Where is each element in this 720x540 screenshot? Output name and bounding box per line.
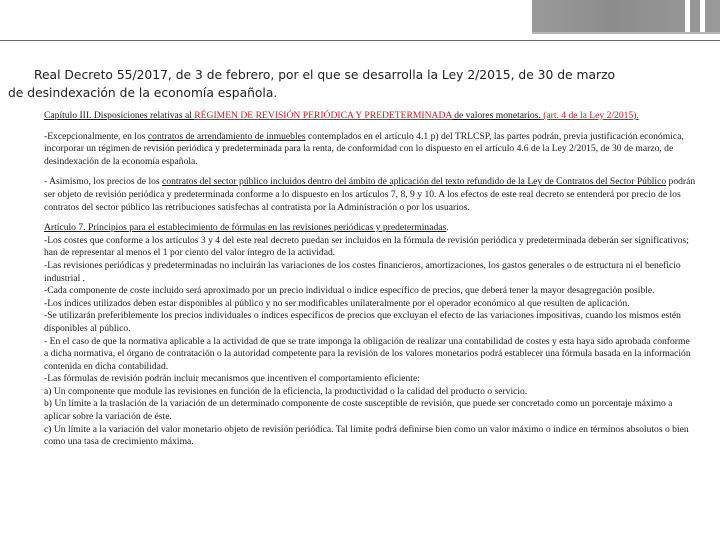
article-7-subitem-b: b) Un límite a la traslación de la variación de un determinado componente de coste susceptible de revisión, que puede ser concretado como un porcentaje máximo a aplicar sobre la variación de éste. [44, 398, 673, 423]
slide-title-line-1: Real Decreto 55/2017, de 3 de febrero, por el que se desarrolla la Ley 2/2015, de 30 de marzo [34, 68, 616, 82]
article-7-item: -Cada componente de coste incluido será aproximado por un precio individual o índice específico de precios, que deberá tener la mayor desagregación posible. [44, 285, 655, 297]
article-7-subitem-a: a) Un componente que module las revisiones en función de la eficiencia, la productividad o la calidad del producto o servicio. [44, 385, 528, 397]
chapter-regime-highlight: RÉGIMEN DE REVISIÓN PERIÓDICA Y PREDETERMINADA [194, 110, 452, 121]
slide-top-bar [0, 0, 720, 50]
paragraph-text: podrán ser objeto de revisión periódica y predeterminada conforme a lo dispuesto en los artículos 7, 8, 9 y 10. A los efectos de este real decreto se entenderá por precio de los contratos del sector público las retribuciones satisfechas al contratista por la Administración o por los usuarios. [44, 176, 696, 213]
header-notch [685, 0, 690, 32]
public-contracts-link-text: contratos del sector público incluidos dentro del ámbito de aplicación del texto refundido de la Ley de Contratos del Sector Público [162, 176, 667, 188]
chapter-label-end: de valores monetarios. [451, 110, 541, 121]
paragraph-text: contemplados en el artículo 4.1 p) del TRLCSP, las partes podrán, previa justificación económica, incorporar un régimen de revisión periódica y predeterminada para la renta, de conformidad con lo dispuesto en el artículo 4.6 de la Ley 2/2015, de 30 de marzo, de desindexación de la economía española. [44, 130, 684, 167]
article-7-item: -Se utilizarán preferiblemente los precios individuales o índices específicos de precios que excluyan el efecto de las variaciones impositivas, cuando los mismos estén disponibles al público. [44, 310, 681, 334]
header-notch [700, 0, 705, 32]
article-7-item: - En el caso de que la normativa aplicable a la actividad de que se trate imponga la obligación de realizar una contabilidad de costes y esta haya sido aprobada conforme a dicha normativa, el órgano de contratación o la autoridad competente para la revisión de los valores monetarios podrá establecer una fórmula basada en la información contenida en dicha contabilidad. [44, 335, 691, 372]
paragraph-text: - Asimismo, los precios de los [44, 176, 163, 188]
header-shade-edge [532, 32, 720, 34]
chapter-label: Capítulo III. Disposiciones relativas al [44, 110, 195, 121]
paragraph-text: -Excepcionalmente, en los [44, 130, 148, 142]
paragraph-public-contracts [44, 176, 696, 214]
article-7-item: -Las revisiones periódicas y predeterminadas no incluirán las variaciones de los costes financieros, amortizaciones, los gastos generales o de estructura ni el beneficio industrial . [44, 259, 681, 284]
article-7-item: -Los costes que conforme a los artículos 3 y 4 del este real decreto puedan ser incluidos en la fórmula de revisión periódica y predeterminada deberán ser significativos; han de representar al menos el 1 por ciento del valor íntegro de la actividad. [44, 234, 689, 259]
leases-link-text: contratos de arrendamiento de inmuebles [147, 130, 306, 142]
chapter-heading [44, 110, 696, 123]
slide-title [8, 66, 708, 102]
article-7-item: -Las fórmulas de revisión podrán incluir mecanismos que incentiven el comportamiento eficiente: [44, 373, 420, 385]
slide-body [44, 110, 696, 449]
slide-title-line-2: de desindexación de la economía española. [8, 86, 278, 100]
header-divider-line [0, 40, 720, 41]
header-shade-block [532, 0, 720, 32]
article-7-section [44, 222, 696, 449]
article-7-title: Artículo 7. Principios para el establecimiento de fórmulas en las revisiones periódicas y predeterminadas [44, 222, 447, 234]
article-7-heading [44, 222, 696, 235]
article-7-title-end: . [446, 222, 449, 234]
paragraph-leases [44, 131, 696, 169]
chapter-law-reference: (art. 4 de la Ley 2/2015). [540, 110, 639, 121]
article-7-subitem-c: c) Un límite a la variación del valor monetario objeto de revisión periódica. Tal límite podrá definirse bien como un valor máximo o índice en términos absolutos o bien como una tasa de crecimiento máxima. [44, 423, 689, 448]
article-7-item: -Los índices utilizados deben estar disponibles al público y no ser modificables unilateralmente por el operador económico al que resulten de aplicación. [44, 297, 630, 309]
